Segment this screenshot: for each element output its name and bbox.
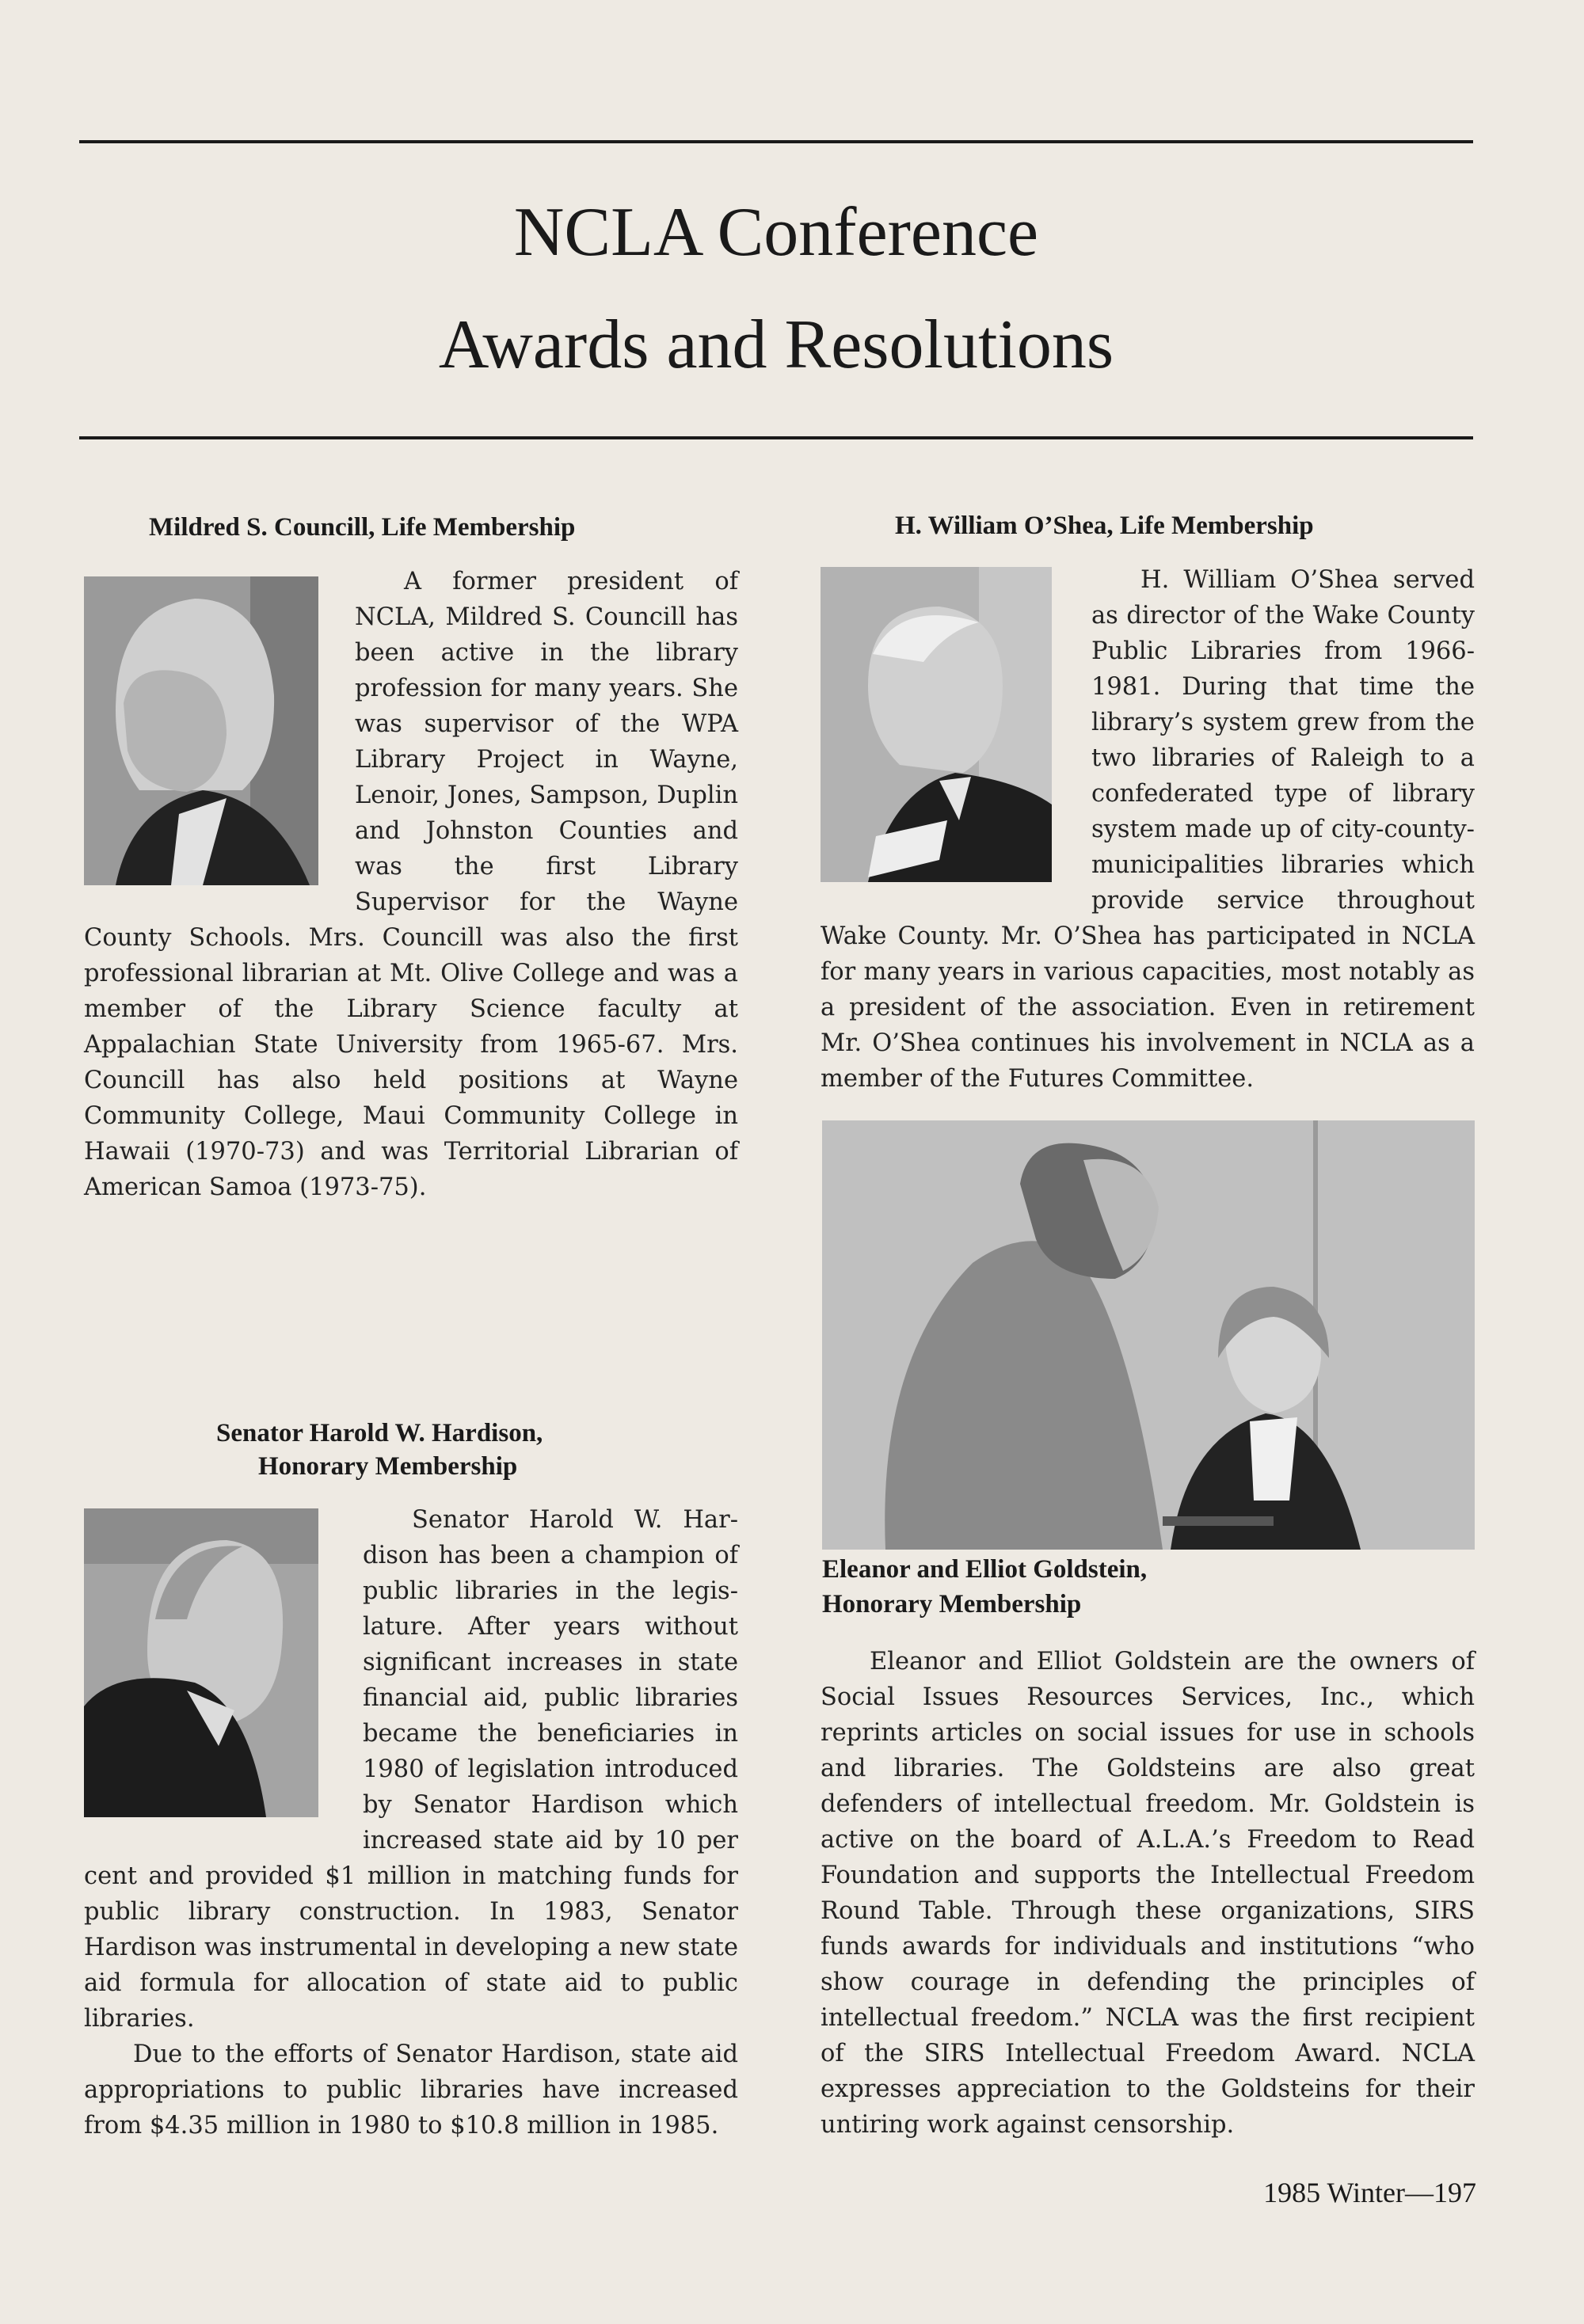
hardison-heading-line-1: Senator Harold W. Hardison, — [216, 1419, 543, 1447]
article-title-line-1: NCLA Conference — [513, 194, 1039, 271]
oshea-photo — [821, 567, 1052, 882]
hardison-heading-line-2: Honorary Membership — [258, 1452, 518, 1481]
hardison-photo — [84, 1508, 318, 1817]
oshea-body: H. William O’Shea served as director of the Wake County Public Libraries from 1966-1981. During that time the library’s system grew from the two libraries of Raleigh to a confederated type of library system made up of city-county-municipalities libraries which provide service throughout Wake County. Mr. O’Shea has participated in NCLA for many years in various capacities, most notably as a president of the association. Even in retirement Mr. O’Shea continues his involvement in NCLA as a member of the Futures Committee. — [821, 566, 1475, 1093]
council-section — [84, 564, 738, 1205]
top-rule — [79, 140, 1473, 143]
portrait-photo-man-icon — [821, 567, 1052, 882]
council-body: A former president of NCLA, Mildred S. Councill has been active in the library profession for many years. She was supervisor of the WPA Library Project in Wayne, Lenoir, Jones, Sampson, Duplin and Johnston Counties and was the first Library Supervisor for the Wayne County Schools. Mrs. Councill was also the first professional librarian at Mt. Olive College and was a member of the Library Science faculty at Appalachian State University from 1965-67. Mrs. Councill has also held positions at Wayne Community College, Maui Community College in Hawaii (1970-73) and was Territorial Librarian of American Samoa (1973-75). — [84, 568, 738, 1201]
portrait-photo-man-icon — [84, 1508, 318, 1817]
goldstein-photo — [822, 1120, 1475, 1550]
hardison-body-1: Senator Harold W. Hardison has been a champion of public libraries in the legislature. After years without significant increases in state financial aid, public libraries became the beneficiaries in 1980 of legislation introduced by Senator Hardison which increased state aid by 10 per cent and provided $1 million in matching funds for public library construction. In 1983, Senator Hardison was instrumental in developing a new state aid formula for allocation of state aid to public libraries. — [84, 1506, 738, 2033]
group-photo-icon — [822, 1120, 1475, 1550]
hardison-body-2: Due to the efforts of Senator Hardison, state aid appropriations to public libraries have increased from $4.35 million in 1980 to $10.8 million in 1985. — [84, 2041, 738, 2140]
article-title-line-2: Awards and Resolutions — [438, 306, 1114, 383]
goldstein-body: Eleanor and Elliot Goldstein are the owners of Social Issues Resources Services, Inc., which reprints articles on social issues for use in schools and libraries. The Goldsteins are also great defenders of intellectual freedom. Mr. Goldstein is active on the board of A.L.A.’s Freedom to Read Foundation and supports the Intellectual Freedom Round Table. Through these organizations, SIRS funds awards for individuals and institutions “who show courage in defending the principles of intellectual freedom.” NCLA was the first recipient of the SIRS Intellectual Freedom Award. NCLA expresses appreciation to the Goldsteins for their untiring work against censorship. — [821, 1648, 1475, 2139]
council-heading: Mildred S. Councill, Life Membership — [149, 513, 576, 542]
oshea-heading: H. William O’Shea, Life Membership — [895, 512, 1314, 540]
page-folio: 1985 Winter—197 — [1263, 2177, 1476, 2208]
hardison-section — [84, 1502, 738, 2143]
oshea-section — [821, 562, 1475, 1097]
goldstein-caption-line-1: Eleanor and Elliot Goldstein, — [822, 1555, 1148, 1584]
title-rule — [79, 436, 1473, 439]
council-photo — [84, 576, 318, 885]
portrait-photo-woman-icon — [84, 576, 318, 885]
goldstein-caption-line-2: Honorary Membership — [822, 1590, 1082, 1618]
